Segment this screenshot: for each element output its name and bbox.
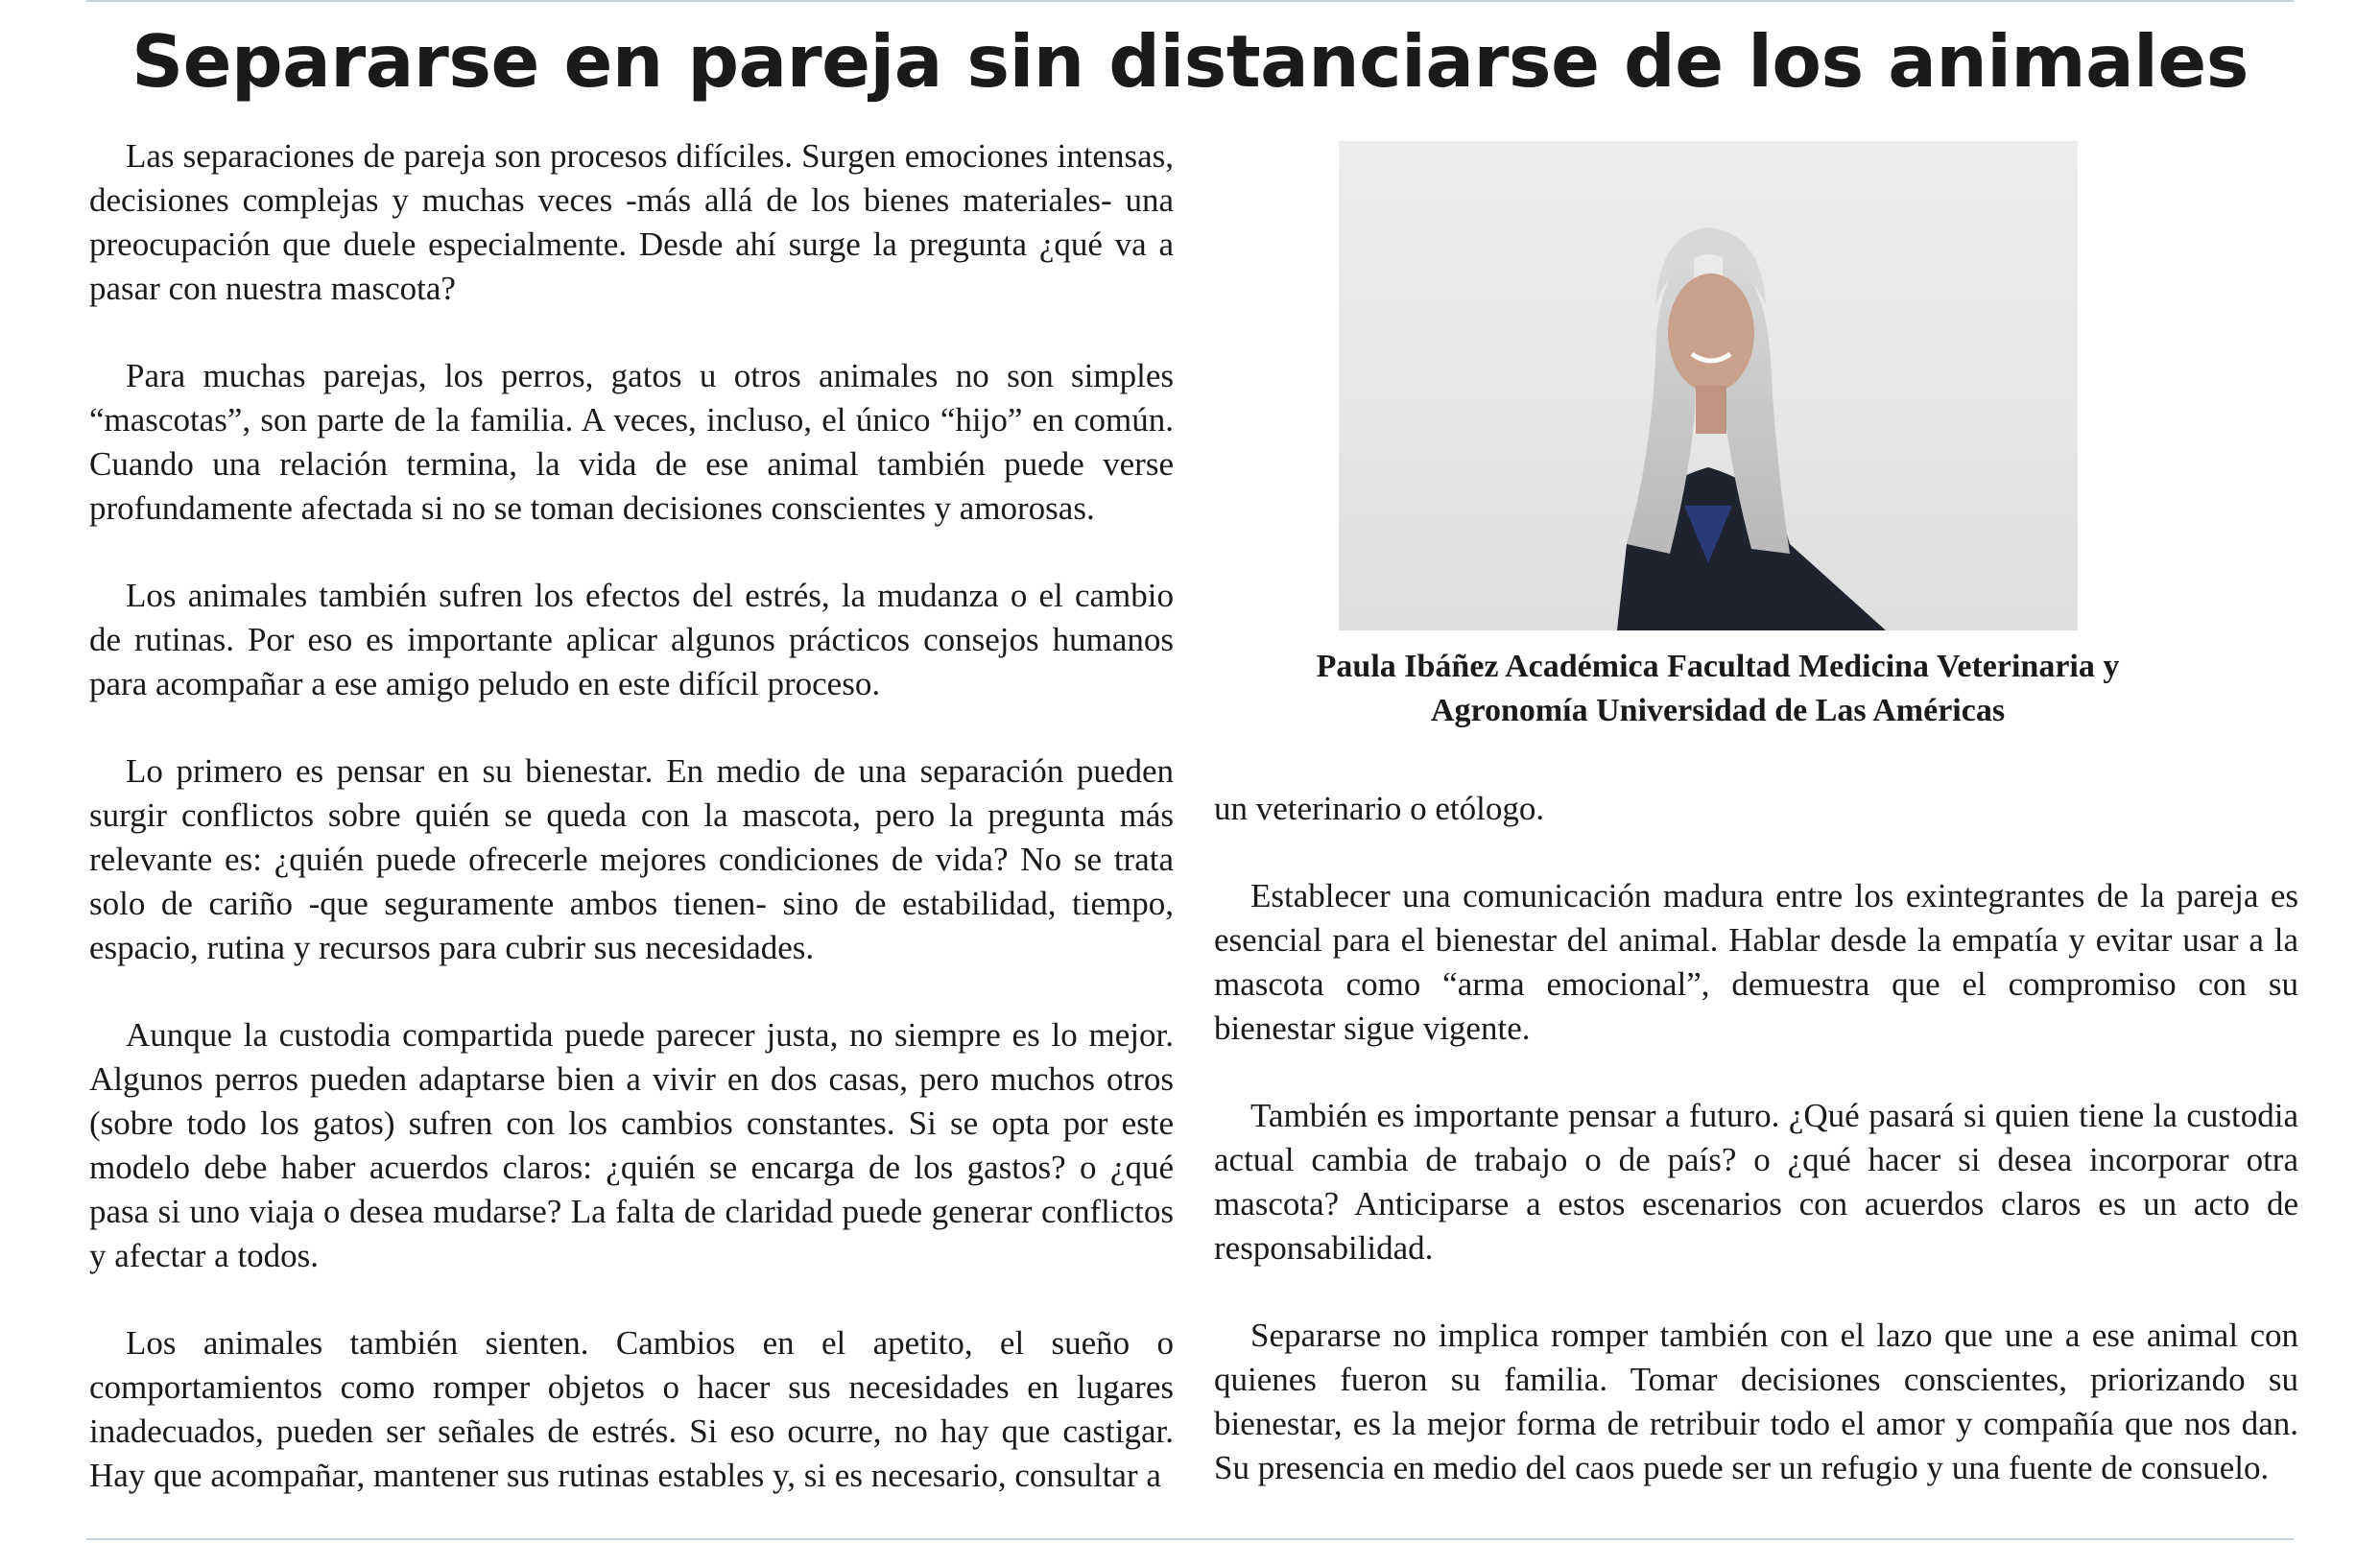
right-column (1214, 787, 2298, 1533)
paragraph: Lo primero es pensar en su bienestar. En medio de una separación pueden surgir conflictos sobre quién se queda con la mascota, pero la pregunta más relevante es: ¿quién puede ofrecerle mejores condiciones de vida? No se trata solo de cariño -que seguramente ambos tienen- sino de estabilidad, tiempo, espacio, rutina y recursos para cubrir sus necesidades. (89, 752, 1174, 966)
paragraph: Los animales también sienten. Cambios en el apetito, el sueño o comportamientos como romper objetos o hacer sus necesidades en lugares inadecuados, pueden ser señales de estrés. Si eso ocurre, no hay que castigar. Hay que acompañar, mantener sus rutinas estables y, si es necesario, consultar a (89, 1324, 1174, 1494)
paragraph: Los animales también sufren los efectos del estrés, la mudanza o el cambio de rutinas. Por eso es importante aplicar algunos prácticos consejos humanos para acompañar a ese amigo peludo en este difícil proceso. (89, 577, 1174, 702)
paragraph: Aunque la custodia compartida puede parecer justa, no siempre es lo mejor. Algunos perros pueden adaptarse bien a vivir en dos casas, pero muchos otros (sobre todo los gatos) sufren con los cambios constantes. Si se opta por este modelo debe haber acuerdos claros: ¿quién se encarga de los gastos? o ¿qué pasa si uno viaja o desea mudarse? La falta de claridad puede generar conflictos y afectar a todos. (89, 1016, 1174, 1274)
author-photo (1339, 141, 2078, 630)
author-portrait-illustration (1339, 141, 2078, 630)
paragraph: Para muchas parejas, los perros, gatos u otros animales no son simples “mascotas”, son parte de la familia. A veces, incluso, el único “hijo” en común. Cuando una relación termina, la vida de ese animal también puede verse profundamente afectada si no se toman decisiones conscientes y amorosas. (89, 357, 1174, 527)
paragraph: También es importante pensar a futuro. ¿Qué pasará si quien tiene la custodia actual cambia de trabajo o de país? o ¿qué hacer si desea incorporar otra mascota? Anticiparse a estos escenarios con acuerdos claros es un acto de responsabilidad. (1214, 1097, 2298, 1267)
left-column (89, 134, 1174, 1541)
paragraph: Separarse no implica romper también con el lazo que une a ese animal con quienes fueron su familia. Tomar decisiones conscientes, priorizando su bienestar, es la mejor forma de retribuir todo el amor y compañía que nos dan. Su presencia en medio del caos puede ser un refugio y una fuente de consuelo. (1214, 1317, 2298, 1486)
paragraph: Establecer una comunicación madura entre los exintegrantes de la pareja es esencial para el bienestar del animal. Hablar desde la empatía y evitar usar a la mascota como “arma emocional”, demuestra que el compromiso con su bienestar sigue vigente. (1214, 877, 2298, 1047)
paragraph: un veterinario o etólogo. (1214, 790, 1545, 827)
photo-caption: Paula Ibáñez Académica Facultad Medicina Veterinaria y Agronomía Universidad de Las Américas (1316, 649, 2120, 728)
bottom-rule (86, 1538, 2294, 1540)
top-rule (86, 0, 2294, 2)
article-title: Separarse en pareja sin distanciarse de los animales (131, 19, 2249, 104)
paragraph: Las separaciones de pareja son procesos difíciles. Surgen emociones intensas, decisiones complejas y muchas veces -más allá de los bienes materiales- una preocupación que duele especialmente. Desde ahí surge la pregunta ¿qué va a pasar con nuestra mascota? (89, 137, 1174, 307)
